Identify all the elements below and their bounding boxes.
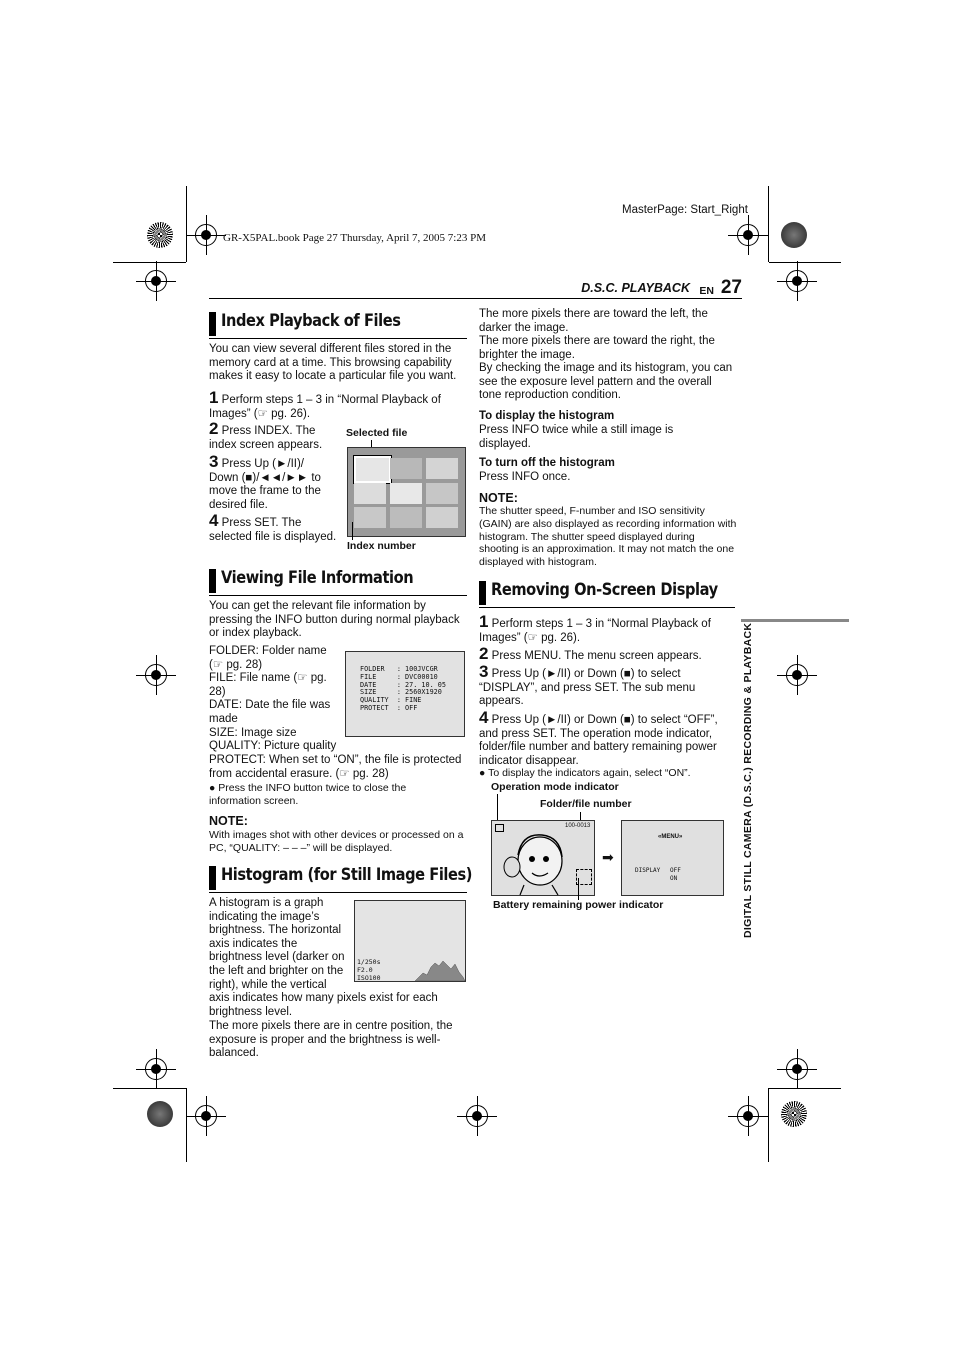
registration-mark — [737, 224, 759, 246]
osd-step-1 — [479, 612, 737, 645]
step-text: Press Up (►/II)/ Down (■)/◄◄/►► to move the frame to the desired file. — [209, 458, 321, 511]
registration-mark — [786, 1058, 808, 1080]
display-option-label: DISPLAY — [635, 867, 661, 874]
section-title-text: Removing On-Screen Display — [491, 580, 718, 600]
registration-mark — [145, 270, 167, 292]
step-number: 1 — [209, 388, 219, 407]
index-step-4 — [209, 511, 344, 544]
file-info-screen — [345, 651, 465, 737]
section-title-index-playback — [209, 310, 467, 339]
side-tab-label: DIGITAL STILL CAMERA (D.S.C.) RECORDING & PLAYBACK — [742, 622, 754, 938]
index-step-1 — [209, 388, 467, 421]
step-text: Perform steps 1 – 3 in “Normal Playback of Images” (☞ pg. 26). — [479, 618, 711, 644]
note-heading: NOTE: — [479, 491, 518, 505]
side-tab-rule — [741, 619, 849, 622]
osd-step-3 — [479, 662, 737, 709]
def-folder: FOLDER: Folder name (☞ pg. 28) — [209, 645, 327, 671]
arrow-right-icon: ➡ — [602, 849, 614, 865]
display-histogram-heading: To display the histogram — [479, 410, 615, 422]
registration-mark — [786, 270, 808, 292]
step-number: 3 — [209, 452, 219, 471]
def-protect: PROTECT: When set to “ON”, the file is protected from accidental erasure. (☞ pg. 28) — [209, 754, 462, 780]
step-number: 3 — [479, 662, 489, 681]
character-illustration — [502, 827, 572, 895]
note-text: The shutter speed, F-number and ISO sensitivity (GAIN) are also displayed as recording information with histogram. The shutter speed displayed during shooting is an approximation. It may not match the one displayed with histogram. — [479, 505, 737, 569]
step-number: 2 — [209, 419, 219, 438]
index-intro: You can view several different files stored in the memory card at a time. This browsing capability makes it easy to locate a particular file you want. — [209, 343, 457, 383]
step-text: Press INDEX. The index screen appears. — [209, 425, 323, 451]
playback-screen-illustration — [491, 820, 595, 896]
thumbnail — [390, 483, 422, 504]
histogram-text-1: A histogram is a graph indicating the image’s brightness. The horizontal axis indicates the brightness level (darker on the left and brighter on the right), while the vertical — [209, 897, 345, 991]
label-operation-mode: Operation mode indicator — [491, 781, 619, 793]
bullet-icon: ● — [479, 767, 486, 779]
histogram-screen-line: 1/250s — [357, 958, 381, 966]
section-name: D.S.C. PLAYBACK — [581, 281, 690, 295]
language-code: EN — [699, 285, 714, 297]
bullet-text: To display the indicators again, select “ON”. — [488, 767, 691, 779]
index-screen-illustration — [347, 447, 466, 537]
thumbnail — [354, 507, 386, 528]
step-number: 2 — [479, 644, 489, 663]
def-size: SIZE: Image size — [209, 726, 297, 739]
step-number: 1 — [479, 612, 489, 631]
file-info-intro: You can get the relevant file information by pressing the INFO button during normal playback or index playback. — [209, 600, 460, 640]
leader-line — [578, 878, 579, 900]
info-screen-line: PROTECT : OFF — [360, 703, 418, 712]
leader-line — [497, 794, 498, 820]
running-header — [209, 277, 742, 299]
index-step-2 — [209, 419, 334, 452]
histogram-screen-text — [357, 958, 380, 982]
thumbnail-selected — [354, 456, 391, 483]
menu-screen-illustration — [621, 820, 724, 896]
section-title-text: Index Playback of Files — [221, 311, 401, 331]
histogram-p2: The more pixels there are toward the right, the brighter the image. — [479, 335, 715, 361]
info-screen-line: DATE : 27. 10. 05 — [360, 680, 446, 689]
step-number: 4 — [209, 511, 219, 530]
color-target — [781, 1101, 807, 1127]
thumbnail — [390, 458, 422, 479]
step-text: Press SET. The selected file is displayed. — [209, 517, 337, 543]
section-title-histogram — [209, 864, 473, 893]
step-text: Press Up (►/II) or Down (■) to select “DISPLAY”, and press SET. The sub menu appears. — [479, 668, 696, 708]
display-option-off: OFF — [670, 867, 681, 874]
histogram-screen-line: ISO100 — [357, 974, 381, 982]
label-battery-indicator: Battery remaining power indicator — [493, 899, 664, 911]
turn-off-histogram-text: Press INFO once. — [479, 471, 571, 483]
histogram-graph — [415, 955, 465, 981]
file-info-definitions — [209, 645, 341, 754]
registration-mark — [145, 664, 167, 686]
histogram-p1: The more pixels there are toward the left, the darker the image. — [479, 308, 708, 334]
step-text: Perform steps 1 – 3 in “Normal Playback of Images” (☞ pg. 26). — [209, 394, 441, 420]
bullet-display-again — [479, 767, 737, 780]
file-number-text: 100-0013 — [565, 823, 591, 829]
histogram-screen — [354, 900, 466, 982]
note-text: With images shot with other devices or processed on a PC, “QUALITY: – – –” will be displayed. — [209, 829, 464, 854]
thumbnail — [354, 483, 386, 504]
registration-mark — [195, 224, 217, 246]
step-text: Press Up (►/II) or Down (■) to select “OFF”, and press SET. The operation mode indicator, folder/file number and battery remaining power indicator disappear. — [479, 714, 718, 767]
histogram-screen-line: F2.0 — [357, 966, 373, 974]
info-screen-line: SIZE : 2560X1920 — [360, 688, 442, 697]
label-index-number: Index number — [347, 540, 416, 552]
thumbnail — [426, 483, 458, 504]
step-text: Press MENU. The menu screen appears. — [491, 650, 702, 662]
display-option-on: ON — [670, 875, 678, 882]
histogram-p3: By checking the image and its histogram, you can see the exposure level pattern and the overall tone reproduction condition. — [479, 362, 733, 402]
leader-line — [352, 522, 353, 540]
menu-label-text: MENU — [661, 834, 680, 840]
label-folder-file-number: Folder/file number — [540, 798, 632, 810]
info-screen-line: FILE : DVC00010 — [360, 672, 438, 681]
bullet-close-info — [209, 782, 459, 808]
section-title-text: Histogram (for Still Image Files) — [221, 865, 473, 885]
osd-step-4 — [479, 708, 737, 768]
masterpage-label: MasterPage: Start_Right — [622, 204, 748, 216]
info-screen-line: FOLDER : 100JVCGR — [360, 665, 438, 673]
registration-mark — [145, 1058, 167, 1080]
def-date: DATE: Date the file was made — [209, 699, 331, 725]
info-screen-line: QUALITY : FINE — [360, 696, 422, 705]
index-step-3 — [209, 452, 334, 512]
section-title-file-info — [209, 567, 467, 596]
gray-target — [781, 222, 807, 248]
section-title-osd — [479, 579, 735, 608]
note-heading: NOTE: — [209, 814, 248, 828]
bullet-text: Press the INFO button twice to close the information screen. — [209, 782, 407, 807]
turn-off-histogram-heading: To turn off the histogram — [479, 457, 615, 469]
registration-mark — [786, 664, 808, 686]
book-info: GR-X5PAL.book Page 27 Thursday, April 7, 2005 7:23 PM — [223, 232, 486, 244]
section-title-text: Viewing File Information — [221, 568, 414, 588]
thumbnail — [390, 507, 422, 528]
step-number: 4 — [479, 708, 489, 727]
color-target — [147, 222, 173, 248]
page-number: 27 — [720, 277, 742, 298]
registration-mark — [195, 1105, 217, 1127]
menu-label: «MENU» — [658, 834, 683, 840]
histogram-text-3: The more pixels there are in centre position, the exposure is proper and the brightness is well-balanced. — [209, 1020, 453, 1060]
label-selected-file: Selected file — [346, 427, 408, 439]
histogram-text-2: axis indicates how many pixels exist for each brightness level. — [209, 992, 438, 1018]
gray-target — [147, 1101, 173, 1127]
registration-mark — [737, 1105, 759, 1127]
osd-step-2 — [479, 644, 737, 664]
bullet-icon: ● — [209, 782, 216, 794]
def-quality: QUALITY: Picture quality — [209, 740, 337, 753]
info-screen-text — [360, 666, 446, 713]
display-histogram-text: Press INFO twice while a still image is displayed. — [479, 424, 674, 450]
registration-mark — [466, 1105, 488, 1127]
thumbnail — [426, 507, 458, 528]
thumbnail — [426, 458, 458, 479]
def-file: FILE: File name (☞ pg. 28) — [209, 672, 327, 698]
